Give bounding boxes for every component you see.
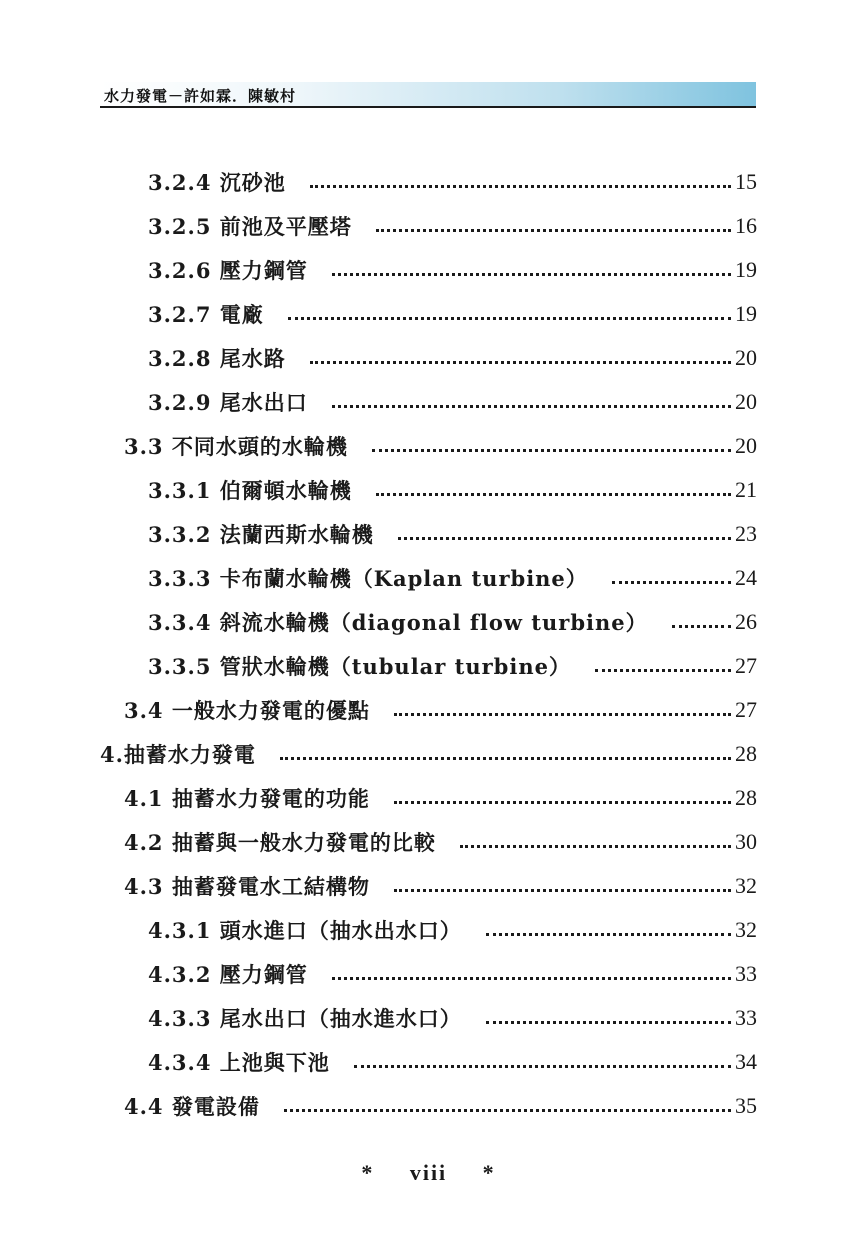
toc-entry-page: 32 [735, 917, 757, 942]
dot-leader [376, 229, 731, 232]
toc-entry-page: 20 [735, 389, 757, 414]
dot-leader [486, 1021, 731, 1024]
toc-entry[interactable] [124, 688, 757, 732]
toc-entry[interactable] [100, 732, 757, 776]
toc-entry-label: 3.2.8 尾水路 [148, 346, 286, 371]
toc-entry-label: 3.2.6 壓力鋼管 [148, 258, 308, 283]
toc-entry[interactable] [148, 512, 757, 556]
toc-entry-label: 3.3 不同水頭的水輪機 [124, 434, 348, 459]
toc-entry-label: 3.2.5 前池及平壓塔 [148, 214, 352, 239]
toc-entry-page: 19 [735, 301, 757, 326]
dot-leader [332, 977, 731, 980]
toc-entry[interactable] [124, 864, 757, 908]
dot-leader [310, 361, 731, 364]
toc-entry-page: 20 [735, 433, 757, 458]
dot-leader [332, 405, 731, 408]
toc-entry-label: 3.2.4 沉砂池 [148, 170, 286, 195]
toc-entry-label: 3.3.2 法蘭西斯水輪機 [148, 522, 374, 547]
toc-entry[interactable] [124, 776, 757, 820]
dot-leader [394, 801, 731, 804]
toc-entry-page: 28 [735, 785, 757, 810]
toc-entry-label: 4.3.4 上池與下池 [148, 1050, 330, 1075]
running-header [100, 82, 756, 108]
dot-leader [372, 449, 731, 452]
toc-entry[interactable] [124, 1084, 757, 1128]
toc-entry-label: 4.2 抽蓄與一般水力發電的比較 [124, 830, 436, 855]
toc-entry[interactable] [148, 204, 757, 248]
toc-entry[interactable] [148, 644, 757, 688]
toc-entry-label: 4.3.1 頭水進口（抽水出水口） [148, 918, 462, 943]
dot-leader [394, 889, 731, 892]
dot-leader [376, 493, 731, 496]
footer-left-mark: * [361, 1160, 375, 1185]
dot-leader [280, 757, 731, 760]
dot-leader [354, 1065, 731, 1068]
toc-entry-label: 3.3.4 斜流水輪機（diagonal flow turbine） [148, 610, 648, 635]
toc-entry-page: 26 [735, 609, 757, 634]
dot-leader [612, 581, 731, 584]
toc-entry[interactable] [148, 996, 757, 1040]
running-header-title: 水力發電－許如霖．陳敏村 [104, 87, 297, 105]
dot-leader [595, 669, 731, 672]
toc-entry[interactable] [148, 1040, 757, 1084]
toc-entry[interactable] [148, 380, 757, 424]
toc-entry-label: 3.3.1 伯爾頓水輪機 [148, 478, 352, 503]
page-footer [0, 1160, 857, 1186]
dot-leader [284, 1109, 731, 1112]
toc-entry[interactable] [148, 292, 757, 336]
toc-entry-page: 33 [735, 961, 757, 986]
toc-entry-page: 16 [735, 213, 757, 238]
page-number: viii [409, 1160, 448, 1185]
toc-entry-page: 28 [735, 741, 757, 766]
dot-leader [332, 273, 731, 276]
toc-entry-label: 4.抽蓄水力發電 [100, 742, 256, 767]
toc-entry-page: 27 [735, 697, 757, 722]
toc-entry[interactable] [148, 248, 757, 292]
toc-entry-label: 3.2.7 電廠 [148, 302, 264, 327]
dot-leader [486, 933, 731, 936]
toc-entry-page: 27 [735, 653, 757, 678]
toc-entry-page: 19 [735, 257, 757, 282]
toc-entry-page: 32 [735, 873, 757, 898]
toc-entry-label: 3.3.3 卡布蘭水輪機（Kaplan turbine） [148, 566, 588, 591]
toc-entry[interactable] [148, 336, 757, 380]
toc-entry[interactable] [148, 556, 757, 600]
toc-entry-label: 3.3.5 管狀水輪機（tubular turbine） [148, 654, 571, 679]
dot-leader [394, 713, 731, 716]
toc-entry-page: 35 [735, 1093, 757, 1118]
toc-entry-label: 3.2.9 尾水出口 [148, 390, 308, 415]
toc-entry-label: 4.1 抽蓄水力發電的功能 [124, 786, 370, 811]
toc-entry-page: 20 [735, 345, 757, 370]
toc-entry-page: 24 [735, 565, 757, 590]
dot-leader [398, 537, 731, 540]
toc-entry[interactable] [148, 952, 757, 996]
toc-entry[interactable] [148, 600, 757, 644]
toc-entry-label: 4.4 發電設備 [124, 1094, 260, 1119]
toc-entry-page: 33 [735, 1005, 757, 1030]
toc-entry-label: 4.3.2 壓力鋼管 [148, 962, 308, 987]
toc-entry-label: 4.3.3 尾水出口（抽水進水口） [148, 1006, 462, 1031]
toc-entry[interactable] [148, 160, 757, 204]
toc-entry[interactable] [124, 424, 757, 468]
toc-entry-label: 4.3 抽蓄發電水工結構物 [124, 874, 370, 899]
dot-leader [288, 317, 731, 320]
dot-leader [460, 845, 731, 848]
dot-leader [672, 625, 731, 628]
toc-entry[interactable] [148, 908, 757, 952]
toc-entry-page: 23 [735, 521, 757, 546]
toc-entry-page: 15 [735, 169, 757, 194]
toc-entry[interactable] [148, 468, 757, 512]
toc-entry-page: 34 [735, 1049, 757, 1074]
toc-entry-page: 21 [735, 477, 757, 502]
toc-entry-label: 3.4 一般水力發電的優點 [124, 698, 370, 723]
dot-leader [310, 185, 731, 188]
toc-entry-page: 30 [735, 829, 757, 854]
footer-right-mark: * [482, 1160, 496, 1185]
toc-entry[interactable] [124, 820, 757, 864]
